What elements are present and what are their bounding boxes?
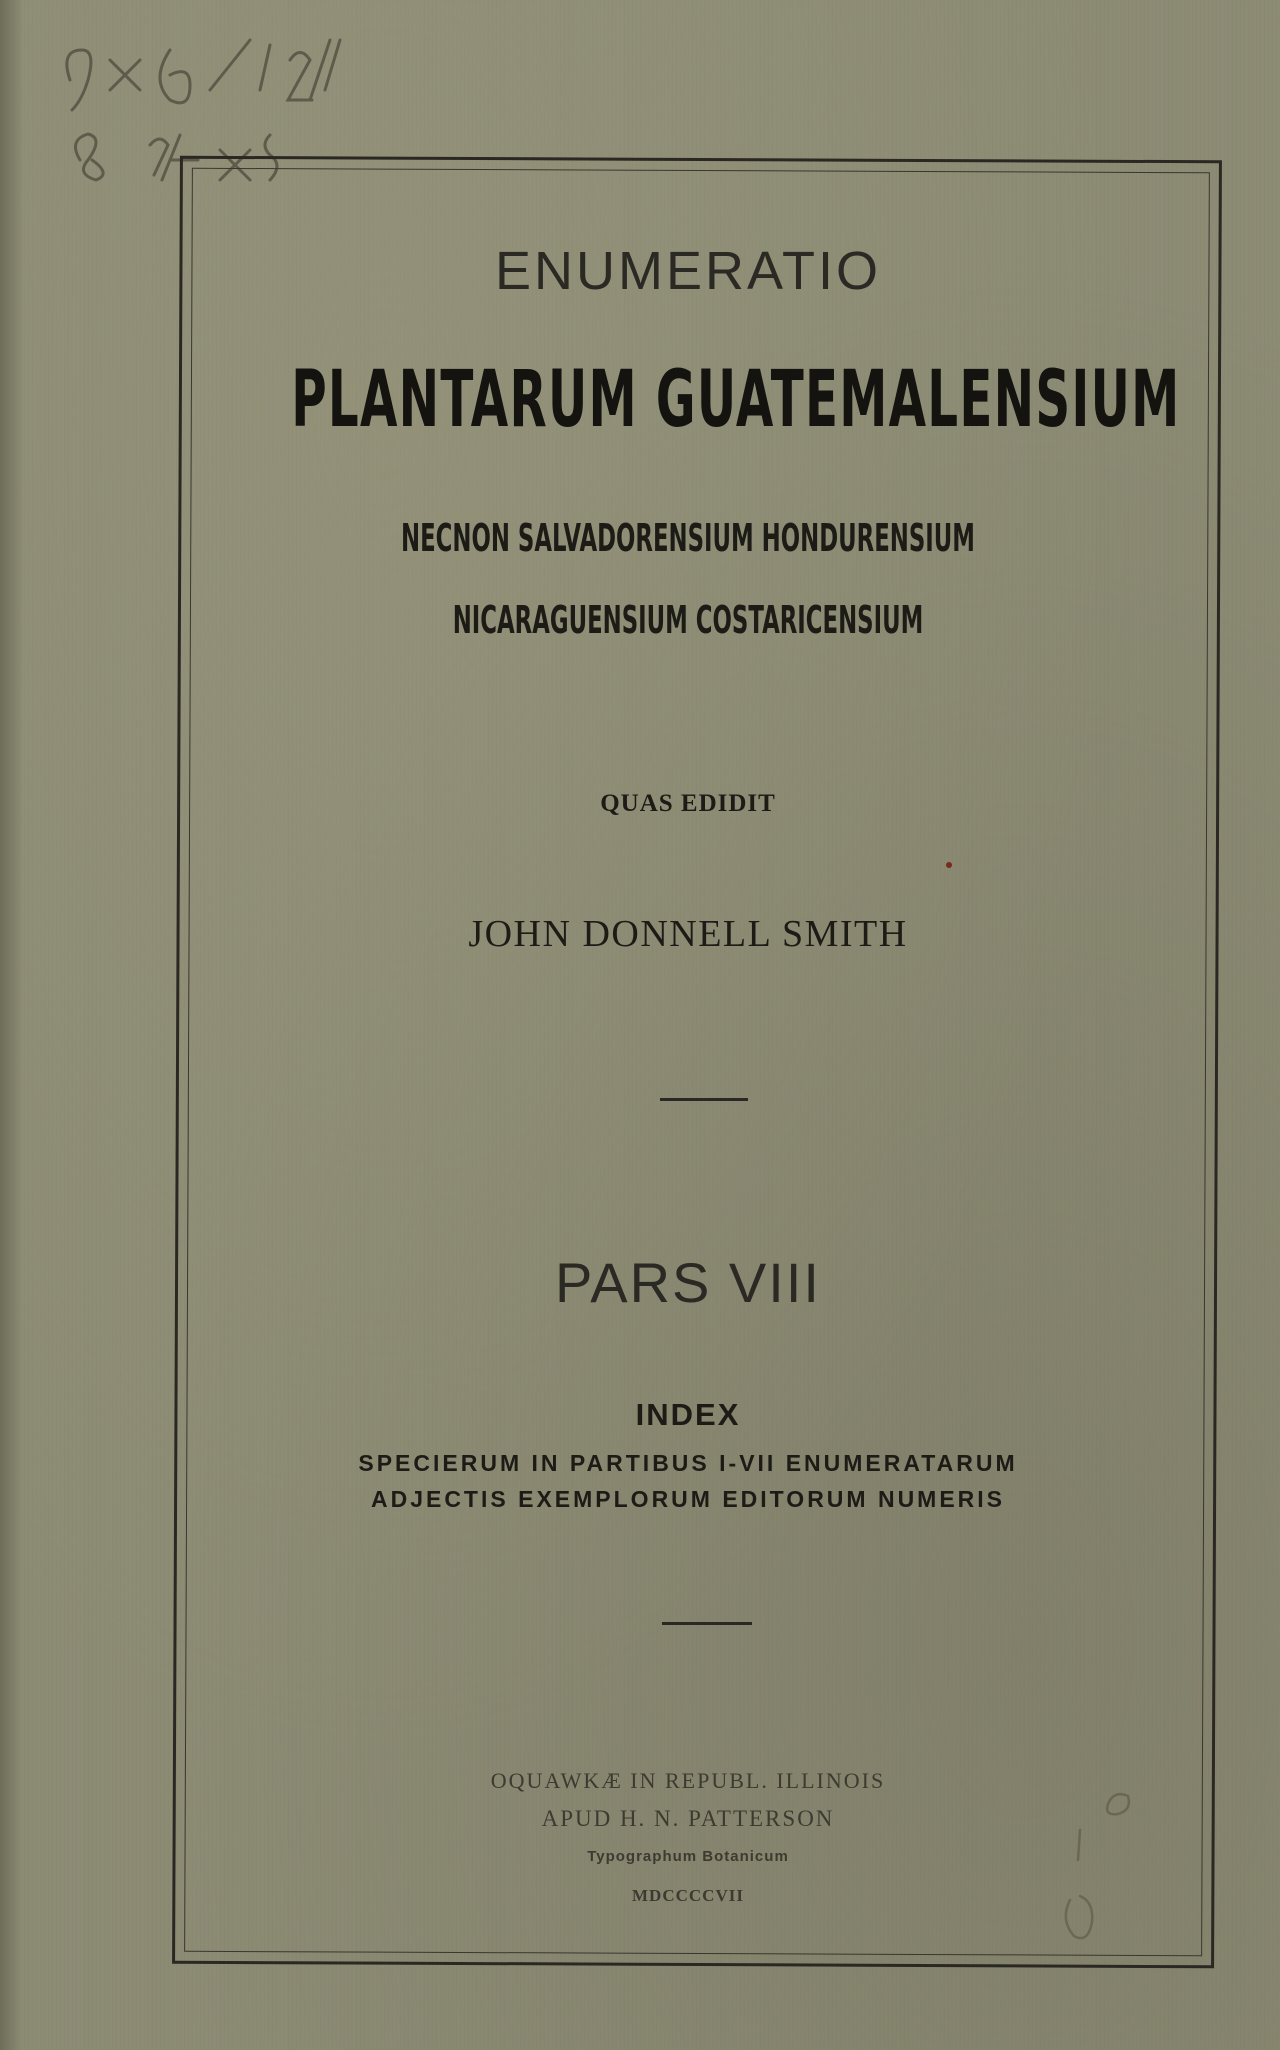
edited-by-label: QUAS EDIDIT (600, 790, 776, 817)
index-heading: INDEX (635, 1397, 741, 1432)
part-number: PARS VIII (555, 1251, 821, 1314)
subtitle-line-2: NICARAGUENSIUM COSTARICENSIUM (452, 598, 924, 642)
imprint-publisher: APUD H. N. PATTERSON (541, 1806, 835, 1831)
divider-rule (662, 1622, 752, 1625)
divider-rule (660, 1098, 748, 1101)
index-description-line-1: SPECIERUM IN PARTIBUS I-VII ENUMERATARUM (358, 1450, 1018, 1476)
imprint-year: MDCCCCVII (632, 1886, 744, 1905)
author-name: JOHN DONNELL SMITH (468, 913, 908, 955)
title-line-1: ENUMERATIO (494, 241, 881, 301)
cover-edge-shadow (0, 0, 22, 2050)
pencil-annotation (1020, 1790, 1170, 1940)
paper-speck (946, 862, 952, 868)
imprint-role: Typographum Botanicum (587, 1848, 789, 1865)
subtitle-line-1: NECNON SALVADORENSIUM HONDURENSIUM (401, 516, 975, 560)
index-description-line-2: ADJECTIS EXEMPLORUM EDITORUM NUMERIS (370, 1486, 1006, 1512)
imprint-place: OQUAWKÆ IN REPUBL. ILLINOIS (490, 1768, 886, 1793)
title-line-2: PLANTARUM GUATEMALENSIUM (291, 355, 1181, 445)
